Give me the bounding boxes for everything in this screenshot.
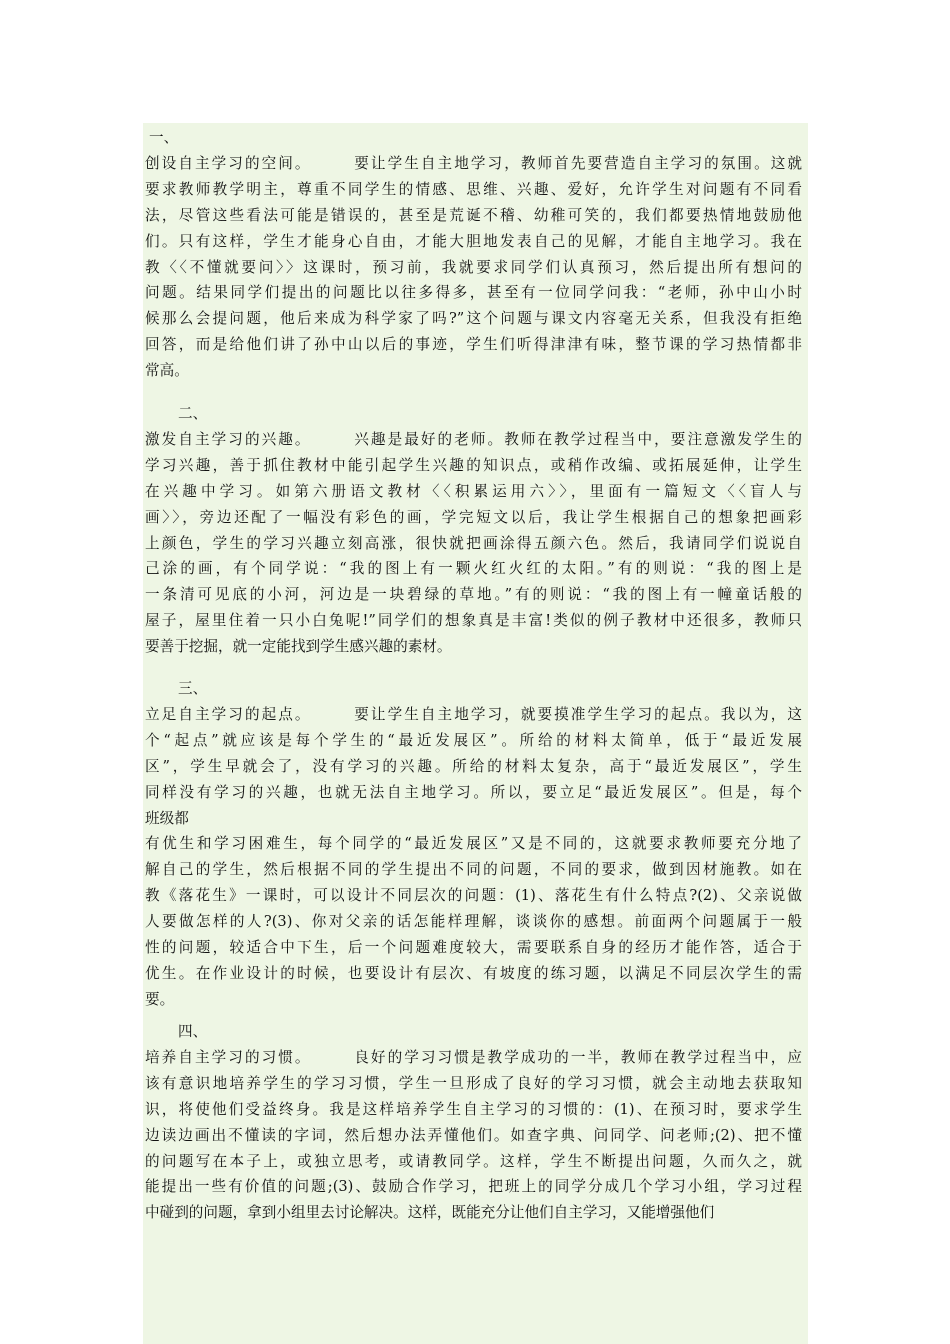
section-number: 二、	[178, 405, 208, 422]
paragraph-line: 候那么会提问题，他后来成为科学家了吗?”这个问题与课文内容毫无关系，但我没有拒绝	[145, 310, 802, 327]
paragraph-line: 创设自主学习的空间。 要让学生自主地学习，教师首先要营造自主学习的氛围。这就	[145, 155, 802, 172]
paragraph-line: 的问题写在本子上，或独立思考，或请教同学。这样，学生不断提出问题，久而久之，就	[145, 1153, 802, 1170]
section-number: 三、	[178, 680, 208, 697]
paragraph-line: 性的问题，较适合中下生，后一个问题难度较大，需要联系自身的经历才能作答，适合于	[145, 939, 802, 956]
paragraph-line: 个“起点”就应该是每个学生的“最近发展区”。所给的材料太简单，低于“最近发展	[145, 732, 802, 749]
paragraph-line: 要善于挖掘，就一定能找到学生感兴趣的素材。	[145, 638, 452, 655]
paragraph-line: 们。只有这样，学生才能身心自由，才能大胆地发表自己的见解，才能自主地学习。我在	[145, 233, 802, 250]
paragraph-line: 己涂的画，有个同学说：“我的图上有一颗火红火红的太阳。”有的则说：“我的图上是	[145, 560, 802, 577]
paragraph-line: 解自己的学生，然后根据不同的学生提出不同的问题，不同的要求，做到因材施教。如在	[145, 861, 802, 878]
section-number: 四、	[178, 1023, 208, 1040]
paragraph-line: 边读边画出不懂读的字词，然后想办法弄懂他们。如查字典、问同学、问老师;(2)、把不懂	[145, 1127, 802, 1144]
paragraph-line: 常高。	[145, 362, 189, 379]
paragraph-line: 同样没有学习的兴趣，也就无法自主地学习。所以，要立足“最近发展区”。但是，每个	[145, 784, 802, 801]
paragraph-line: 要求教师教学明主，尊重不同学生的情感、思维、兴趣、爱好，允许学生对问题有不同看	[145, 181, 802, 198]
paragraph-line: 一条清可见底的小河，河边是一块碧绿的草地。”有的则说：“我的图上有一幢童话般的	[145, 586, 802, 603]
paragraph-line: 优生。在作业设计的时候，也要设计有层次、有坡度的练习题，以满足不同层次学生的需	[145, 965, 802, 982]
paragraph-line: 问题。结果同学们提出的问题比以往多得多，甚至有一位同学问我：“老师，孙中山小时	[145, 284, 802, 301]
paragraph-line: 该有意识地培养学生的学习习惯，学生一旦形成了良好的学习习惯，就会主动地去获取知	[145, 1075, 802, 1092]
document-panel	[143, 123, 808, 1344]
paragraph-line: 学习兴趣，善于抓住教材中能引起学生兴趣的知识点，或稍作改编、或拓展延伸，让学生	[145, 457, 802, 474]
paragraph-line: 能提出一些有价值的问题;(3)、鼓励合作学习，把班上的同学分成几个学习小组，学习过程	[145, 1178, 802, 1195]
paragraph-line: 上颜色，学生的学习兴趣立刻高涨，很快就把画涂得五颜六色。然后，我请同学们说说自	[145, 535, 802, 552]
section-number: 一、	[149, 129, 179, 146]
paragraph-line: 激发自主学习的兴趣。 兴趣是最好的老师。教师在教学过程当中，要注意激发学生的	[145, 431, 802, 448]
paragraph-line: 画〉〉，旁边还配了一幅没有彩色的画，学完短文以后，我让学生根据自己的想象把画彩	[145, 509, 802, 526]
paragraph-line: 屋子，屋里住着一只小白兔呢!”同学们的想象真是丰富!类似的例子教材中还很多，教师只	[145, 612, 802, 629]
paragraph-line: 区”，学生早就会了，没有学习的兴趣。所给的材料太复杂，高于“最近发展区”，学生	[145, 758, 802, 775]
paragraph-line: 识，将使他们受益终身。我是这样培养学生自主学习的习惯的：(1)、在预习时，要求学生	[145, 1101, 802, 1118]
paragraph-line: 班级都	[145, 810, 189, 827]
paragraph-line: 有优生和学习困难生，每个同学的“最近发展区”又是不同的，这就要求教师要充分地了	[145, 835, 802, 852]
paragraph-line: 人要做怎样的人?(3)、你对父亲的话怎能样理解，谈谈你的感想。前面两个问题属于一般	[145, 913, 802, 930]
paragraph-line: 法，尽管这些看法可能是错误的，甚至是荒诞不稽、幼稚可笑的，我们都要热情地鼓励他	[145, 207, 802, 224]
paragraph-line: 要。	[145, 991, 175, 1008]
paragraph-line: 在兴趣中学习。如第六册语文教材〈〈积累运用六〉〉，里面有一篇短文〈〈盲人与	[145, 483, 802, 500]
paragraph-line: 中碰到的问题，拿到小组里去讨论解决。这样，既能充分让他们自主学习，又能增强他们	[145, 1204, 715, 1221]
paragraph-line: 教《落花生》一课时，可以设计不同层次的问题：(1)、落花生有什么特点?(2)、父亲说做	[145, 887, 802, 904]
paragraph-line: 培养自主学习的习惯。 良好的学习习惯是教学成功的一半，教师在教学过程当中，应	[145, 1049, 802, 1066]
paragraph-line: 教〈〈不懂就要问〉〉这课时，预习前，我就要求同学们认真预习，然后提出所有想问的	[145, 259, 802, 276]
paragraph-line: 回答，而是给他们讲了孙中山以后的事迹，学生们听得津津有味，整节课的学习热情都非	[145, 336, 802, 353]
paragraph-line: 立足自主学习的起点。 要让学生自主地学习，就要摸准学生学习的起点。我以为，这	[145, 706, 802, 723]
